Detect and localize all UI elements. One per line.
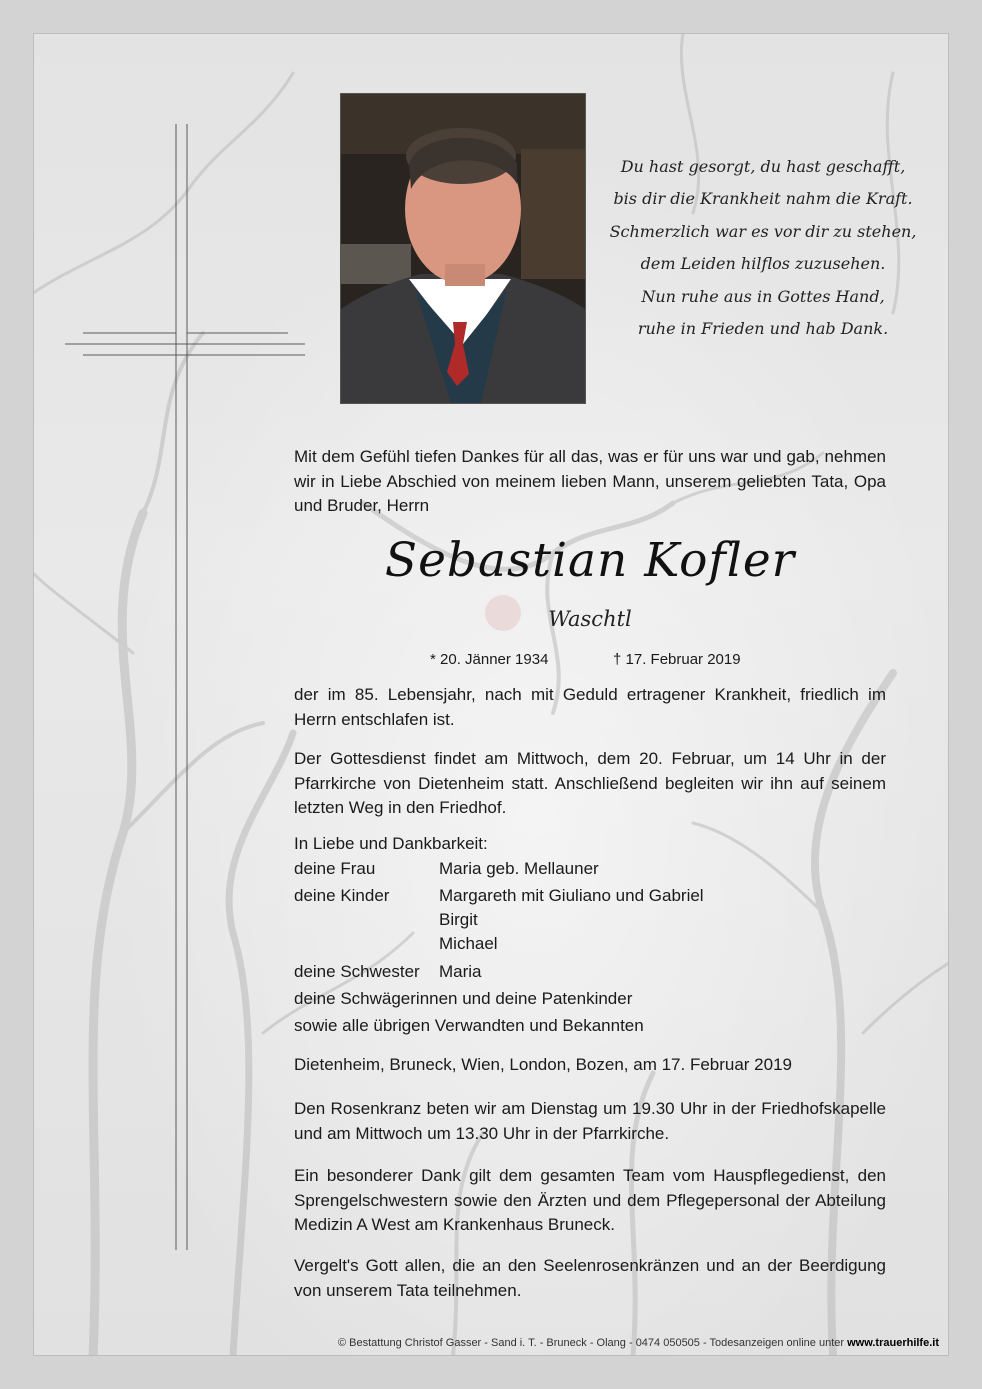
mourner-name: Michael bbox=[439, 934, 498, 953]
closing-paragraph: Vergelt's Gott allen, die an den Seelenrosenkränzen und an der Beerdigung von unserem Tata teilnehmen. bbox=[294, 1256, 886, 1300]
mourner-name: Birgit bbox=[439, 910, 478, 929]
place-date: Dietenheim, Bruneck, Wien, London, Bozen, am 17. Februar 2019 bbox=[294, 1055, 793, 1074]
mourner-name: Margareth mit Giuliano und Gabriel bbox=[439, 886, 704, 905]
verse-line: Nun ruhe aus in Gottes Hand, bbox=[641, 286, 885, 306]
intro-paragraph: Mit dem Gefühl tiefen Dankes für all das, was er für uns war und gab, nehmen wir in Liebe Abschied von meinem lieben Mann, unserem geliebten Tata, Opa und Bruder, Herrn bbox=[294, 447, 886, 515]
footer-credit bbox=[33, 1337, 939, 1349]
verse-line: Du hast gesorgt, du hast geschafft, bbox=[620, 157, 906, 176]
mourners-heading: In Liebe und Dankbarkeit: bbox=[294, 834, 488, 853]
verse-line: dem Leiden hilflos zuzusehen. bbox=[640, 254, 886, 274]
obituary-card bbox=[33, 33, 949, 1356]
thanks-paragraph: Ein besonderer Dank gilt dem gesamten Team vom Hauspflegedienst, den Sprengelschwestern sowie den Ärzten und dem Pflegepersonal der Abteilung Medizin A West am Krankenhaus Bruneck. bbox=[294, 1166, 886, 1234]
mourners-extra-line: sowie alle übrigen Verwandten und Bekannten bbox=[294, 1016, 644, 1035]
mourner-name: Maria bbox=[439, 962, 482, 981]
deceased-name: Sebastian Kofler bbox=[384, 533, 796, 588]
deceased-nickname: Waschtl bbox=[548, 607, 632, 631]
verse-line: bis dir die Krankheit nahm die Kraft. bbox=[613, 189, 913, 209]
rosary-paragraph: Den Rosenkranz beten wir am Dienstag um 19.30 Uhr in der Friedhofskapelle und am Mittwoch um 13.30 Uhr in der Pfarrkirche. bbox=[294, 1099, 886, 1143]
mourner-label: deine Schwester bbox=[294, 962, 420, 981]
portrait-photo bbox=[340, 93, 586, 404]
death-date: † 17. Februar 2019 bbox=[613, 651, 741, 668]
mourner-label: deine Kinder bbox=[294, 886, 390, 905]
footer-website-link[interactable]: www.trauerhilfe.it bbox=[847, 1337, 939, 1349]
verse-line: Schmerzlich war es vor dir zu stehen, bbox=[609, 221, 917, 241]
passing-paragraph: der im 85. Lebensjahr, nach mit Geduld ertragener Krankheit, friedlich im Herrn entschlafen ist. bbox=[294, 685, 886, 729]
memorial-verse bbox=[588, 151, 938, 345]
mourner-label: deine Frau bbox=[294, 859, 376, 878]
birth-date: * 20. Jänner 1934 bbox=[430, 651, 549, 668]
verse-line: ruhe in Frieden und hab Dank. bbox=[637, 319, 889, 339]
service-paragraph: Der Gottesdienst findet am Mittwoch, dem 20. Februar, um 14 Uhr in der Pfarrkirche von Dietenheim statt. Anschließend begleiten wir ihn auf seinem letzten Weg in den Friedhof. bbox=[294, 749, 886, 817]
mourners-extra-line: deine Schwägerinnen und deine Patenkinder bbox=[294, 989, 633, 1008]
mourner-name: Maria geb. Mellauner bbox=[439, 859, 599, 878]
footer-text: © Bestattung Christof Gasser - Sand i. T. - Bruneck - Olang - 0474 050505 - Todesanzeigen online unter bbox=[338, 1337, 848, 1349]
